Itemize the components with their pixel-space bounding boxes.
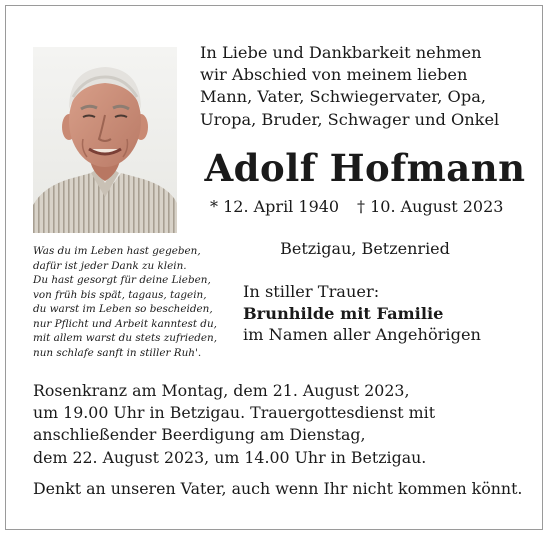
service-info	[33, 380, 533, 469]
service-line: Rosenkranz am Montag, dem 21. August 2023,	[33, 381, 410, 400]
portrait-photo	[33, 47, 177, 233]
mourners-others: im Namen aller Angehörigen	[243, 325, 481, 344]
mourners-block	[243, 281, 533, 346]
service-line: anschließender Beerdigung am Dienstag,	[33, 425, 366, 445]
intro-line: wir Abschied von meinem lieben	[200, 65, 468, 85]
death-date: † 10. August 2023	[357, 197, 504, 216]
poem-line: von früh bis spät, tagaus, tagein,	[33, 288, 207, 301]
poem-line: du warst im Leben so bescheiden,	[33, 303, 213, 315]
poem-line: Du hast gesorgt für deine Lieben,	[33, 274, 211, 286]
birth-date: * 12. April 1940	[210, 197, 340, 216]
poem-line: nun schlafe sanft in stiller Ruh'.	[33, 346, 202, 359]
mourners-intro: In stiller Trauer:	[243, 282, 380, 301]
intro-line: Mann, Vater, Schwiegervater, Opa,	[200, 87, 486, 107]
memorial-poem	[33, 244, 233, 360]
mourners-family: Brunhilde mit Familie	[243, 303, 444, 323]
intro-line: Uropa, Bruder, Schwager und Onkel	[200, 109, 500, 129]
places: Betzigau, Betzenried	[280, 239, 450, 258]
poem-line: mit allem warst du stets zufrieden,	[33, 332, 218, 344]
deceased-name: Adolf Hofmann	[204, 146, 526, 190]
service-line: um 19.00 Uhr in Betzigau. Trauergottesdienst mit	[33, 403, 436, 423]
service-line: dem 22. August 2023, um 14.00 Uhr in Betzigau.	[33, 447, 427, 467]
intro-text	[200, 42, 520, 131]
poem-line: nur Pflicht und Arbeit kanntest du,	[33, 317, 217, 330]
intro-line: In Liebe und Dankbarkeit nehmen	[200, 43, 482, 62]
poem-line: dafür ist jeder Dank zu klein.	[33, 259, 187, 272]
closing-line: Denkt an unseren Vater, auch wenn Ihr nicht kommen könnt.	[33, 479, 523, 498]
poem-line: Was du im Leben hast gegeben,	[33, 245, 201, 257]
